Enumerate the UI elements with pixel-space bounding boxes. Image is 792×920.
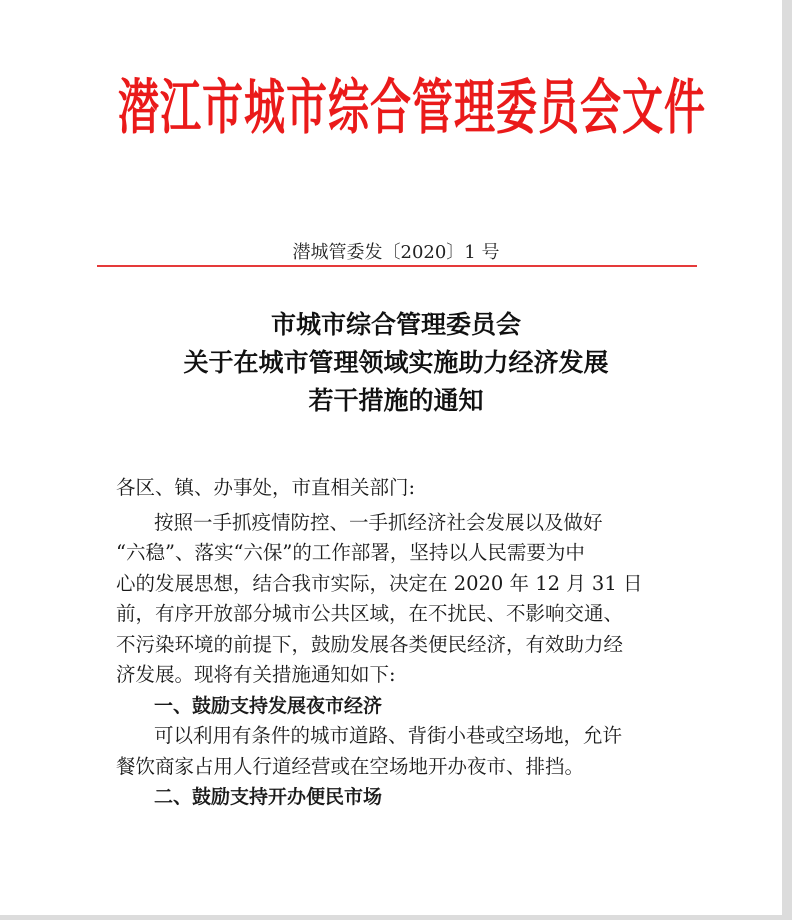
- section-1-heading: 一、鼓励支持发展夜市经济: [154, 694, 383, 717]
- notice-title: [0, 306, 782, 420]
- paragraph-1-line-5: 不污染环境的前提下，鼓励发展各类便民经济，有效助力经: [116, 632, 624, 656]
- paragraph-1-line-4: 前，有序开放部分城市公共区域，在不扰民、不影响交通、: [116, 602, 624, 625]
- greeting-line: 各区、镇、办事处，市直相关部门:: [116, 476, 416, 499]
- notice-title-line-1: 市城市综合管理委员会: [270, 310, 521, 339]
- scan-edge-bottom: [0, 915, 792, 920]
- section-1-line-2: 餐饮商家占用人行道经营或在空场地开办夜市、排挡。: [116, 754, 585, 778]
- notice-body: [116, 473, 676, 813]
- paragraph-1-line-2: “六稳”、落实“六保”的工作部署，坚持以人民需要为中: [116, 541, 585, 564]
- paragraph-1-line-3: 心的发展思想，结合我市实际，决定在 2020 年 12 月 31 日: [116, 571, 643, 595]
- paragraph-1-line-6: 济发展。现将有关措施通知如下:: [116, 663, 396, 686]
- scan-edge-right: [782, 0, 792, 920]
- section-2-heading: 二、鼓励支持开办便民市场: [154, 786, 383, 808]
- section-1-line-1: 可以利用有条件的城市道路、背街小巷或空场地，允许: [154, 724, 623, 747]
- notice-title-line-3: 若干措施的通知: [308, 386, 484, 415]
- paragraph-1-line-1: 按照一手抓疫情防控、一手抓经济社会发展以及做好: [154, 510, 603, 534]
- red-header-title: 潜江市城市综合管理委员会文件: [118, 73, 706, 143]
- document-number: 潜城管委发〔2020〕1 号: [292, 242, 500, 263]
- notice-title-line-2: 关于在城市管理领域实施助力经济发展: [183, 348, 609, 377]
- red-divider-line: [97, 265, 697, 267]
